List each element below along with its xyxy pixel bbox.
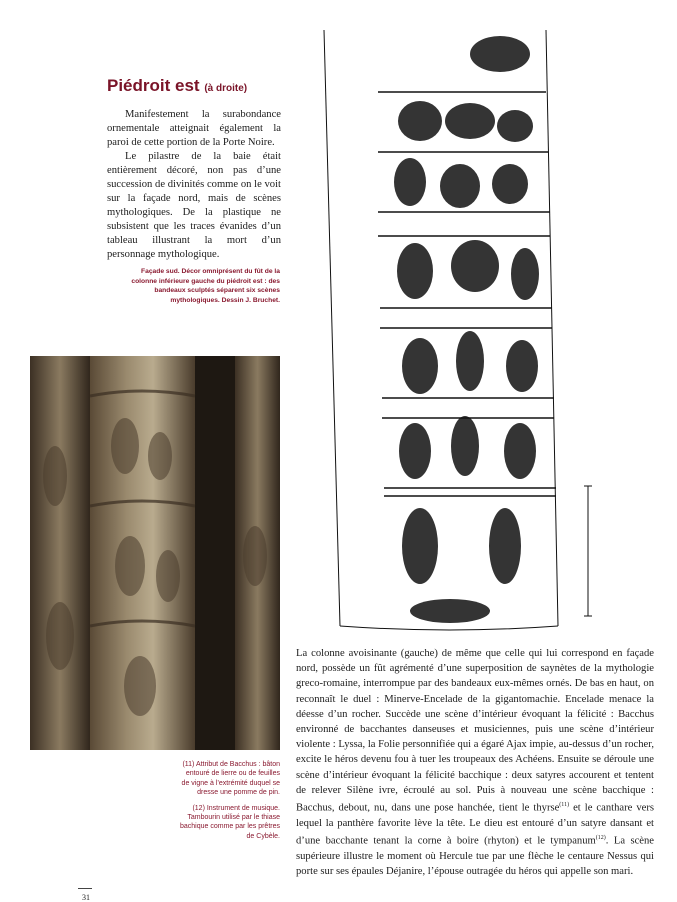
figure-caption: Façade sud. Décor omniprésent du fût de la colonne inférieure gauche du piédroit est : des bandeaux sculptés séparent six scènes mythologiques. Dessin J. Bruchet. — [131, 268, 280, 304]
photo-illustration — [30, 356, 280, 750]
footnote-ref: (11) — [559, 802, 570, 809]
intro-text — [107, 108, 281, 262]
page-number: 31 — [82, 893, 90, 902]
pilaster-line-drawing — [300, 26, 610, 644]
intro-paragraph: Manifestement la surabondance ornementale atteignait également la paroi de cette portion de la Porte Noire. — [107, 109, 281, 148]
footnote-ref: (12) — [595, 834, 606, 841]
footnote: (12) Instrument de musique. Tambourin utilisé par le thiase bachique comme par les prêtres de Cybèle. — [180, 804, 280, 840]
section-subtitle: (à droite) — [204, 83, 248, 94]
footnotes — [180, 760, 280, 847]
column-drawing — [300, 26, 610, 644]
body-text: La colonne avoisinante (gauche) de même que celle qui lui correspond en façade nord, possède un fût agrémenté d’une superposition de saynètes de la mythologie greco-romaine, interrompue par des bandeaux eux-mêmes ornés. De bas en haut, on reconnaît le duel : Minerve-Encelade de la gigantomachie. Encelade menace la déesse d’un rocher. Succède une scène d’intérieur évoquant la félicité : Bacchus environné de bacchantes danseuses et musiciennes, puis une scène d’intérieur violente : Lyssa, la Folie personnifiée qui a égaré Ajax impie, au-dessus d’un rocher, excite le héros devenu fou à tuer les troupeaux des Achéens. Ensuite se déroule une scène d’intérieur évoquant la félicité bacchique : deux satyres accourent et tentent de relever Silène ivre, écroulé au sol. Puis à nouveau une scène bacchique : Bacchus, debout, nu, dans une pose hanchée, tient le thyrse$^{(11)}$ et le canthare vers lequel la panthère favorite lève la tête. Le dieu est entouré d’un satyre dansant et d’une bacchante tenant la corne à boire (rhyton) et le tympanum$^{(12)}$. La scène supérieure illustre le moment où Hercule tue par une flèche le centaure Nessus qui porte sur ses épaules Déjanire, l’épouse outragée du héros qui appelle son mari. — [296, 648, 654, 877]
folio-rule — [78, 888, 92, 889]
column-photograph — [30, 356, 280, 750]
section-title: Piédroit est (à droite) — [107, 76, 248, 95]
intro-paragraph: Le pilastre de la baie était entièrement décoré, non pas d’une succession de divinités comme on le voit sur la façade nord, mais de scènes mythologiques. De la plastique ne subsistent que les traces évanides d’un tableau illustrant la mort d’un personnage mythologique. — [107, 151, 281, 260]
footnote: (11) Attribut de Bacchus : bâton entouré de lierre ou de feuilles de vigne à l’extrémité duquel se dresse une pomme de pin. — [181, 761, 280, 797]
